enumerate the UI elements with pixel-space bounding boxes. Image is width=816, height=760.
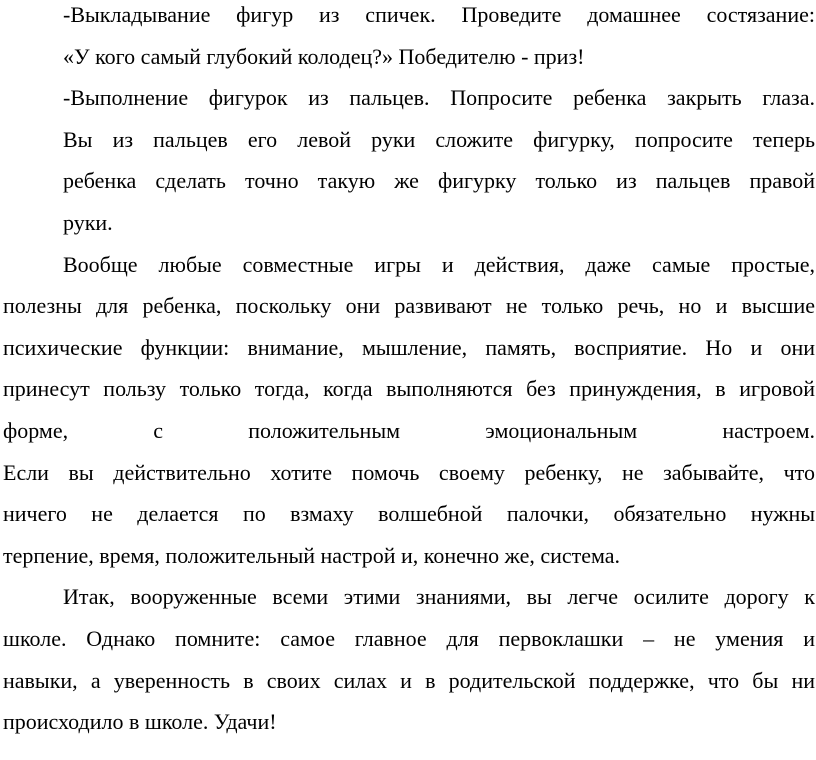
text-line: принесут пользу только тогда, когда выполняются без принуждения, в игровой bbox=[3, 376, 815, 402]
text-line: навыки, а уверенность в своих силах и в родительской поддержке, что бы ни bbox=[3, 667, 815, 693]
text-line: Вы из пальцев его левой руки сложите фигурку, попросите теперь bbox=[63, 126, 815, 152]
text-line: психические функции: внимание, мышление, память, восприятие. Но и они bbox=[3, 334, 815, 360]
text-line: ребенка сделать точно такую же фигурку только из пальцев правой bbox=[63, 168, 815, 194]
text-line: Если вы действительно хотите помочь своему ребенку, не забывайте, что bbox=[3, 459, 815, 485]
text-line: ничего не делается по взмаху волшебной палочки, обязательно нужны bbox=[3, 501, 815, 527]
text-line: «У кого самый глубокий колодец?» Победителю - приз! bbox=[63, 43, 585, 69]
text-line: полезны для ребенка, поскольку они развивают не только речь, но и высшие bbox=[3, 293, 815, 319]
text-line: Итак, вооруженные всеми этими знаниями, вы легче осилите дорогу к bbox=[63, 584, 815, 610]
text-line: происходило в школе. Удачи! bbox=[3, 709, 277, 735]
text-line: Вообще любые совместные игры и действия, даже самые простые, bbox=[63, 251, 815, 277]
text-line: школе. Однако помните: самое главное для первоклашки – не умения и bbox=[3, 625, 815, 651]
text-line: терпение, время, положительный настрой и, конечно же, система. bbox=[3, 542, 621, 568]
text-line: руки. bbox=[63, 209, 113, 235]
text-line: -Выкладывание фигур из спичек. Проведите домашнее состязание: bbox=[63, 2, 815, 27]
text-line: форме, с положительным эмоциональным настроем. bbox=[3, 417, 815, 443]
text-line: -Выполнение фигурок из пальцев. Попросите ребенка закрыть глаза. bbox=[63, 85, 815, 111]
